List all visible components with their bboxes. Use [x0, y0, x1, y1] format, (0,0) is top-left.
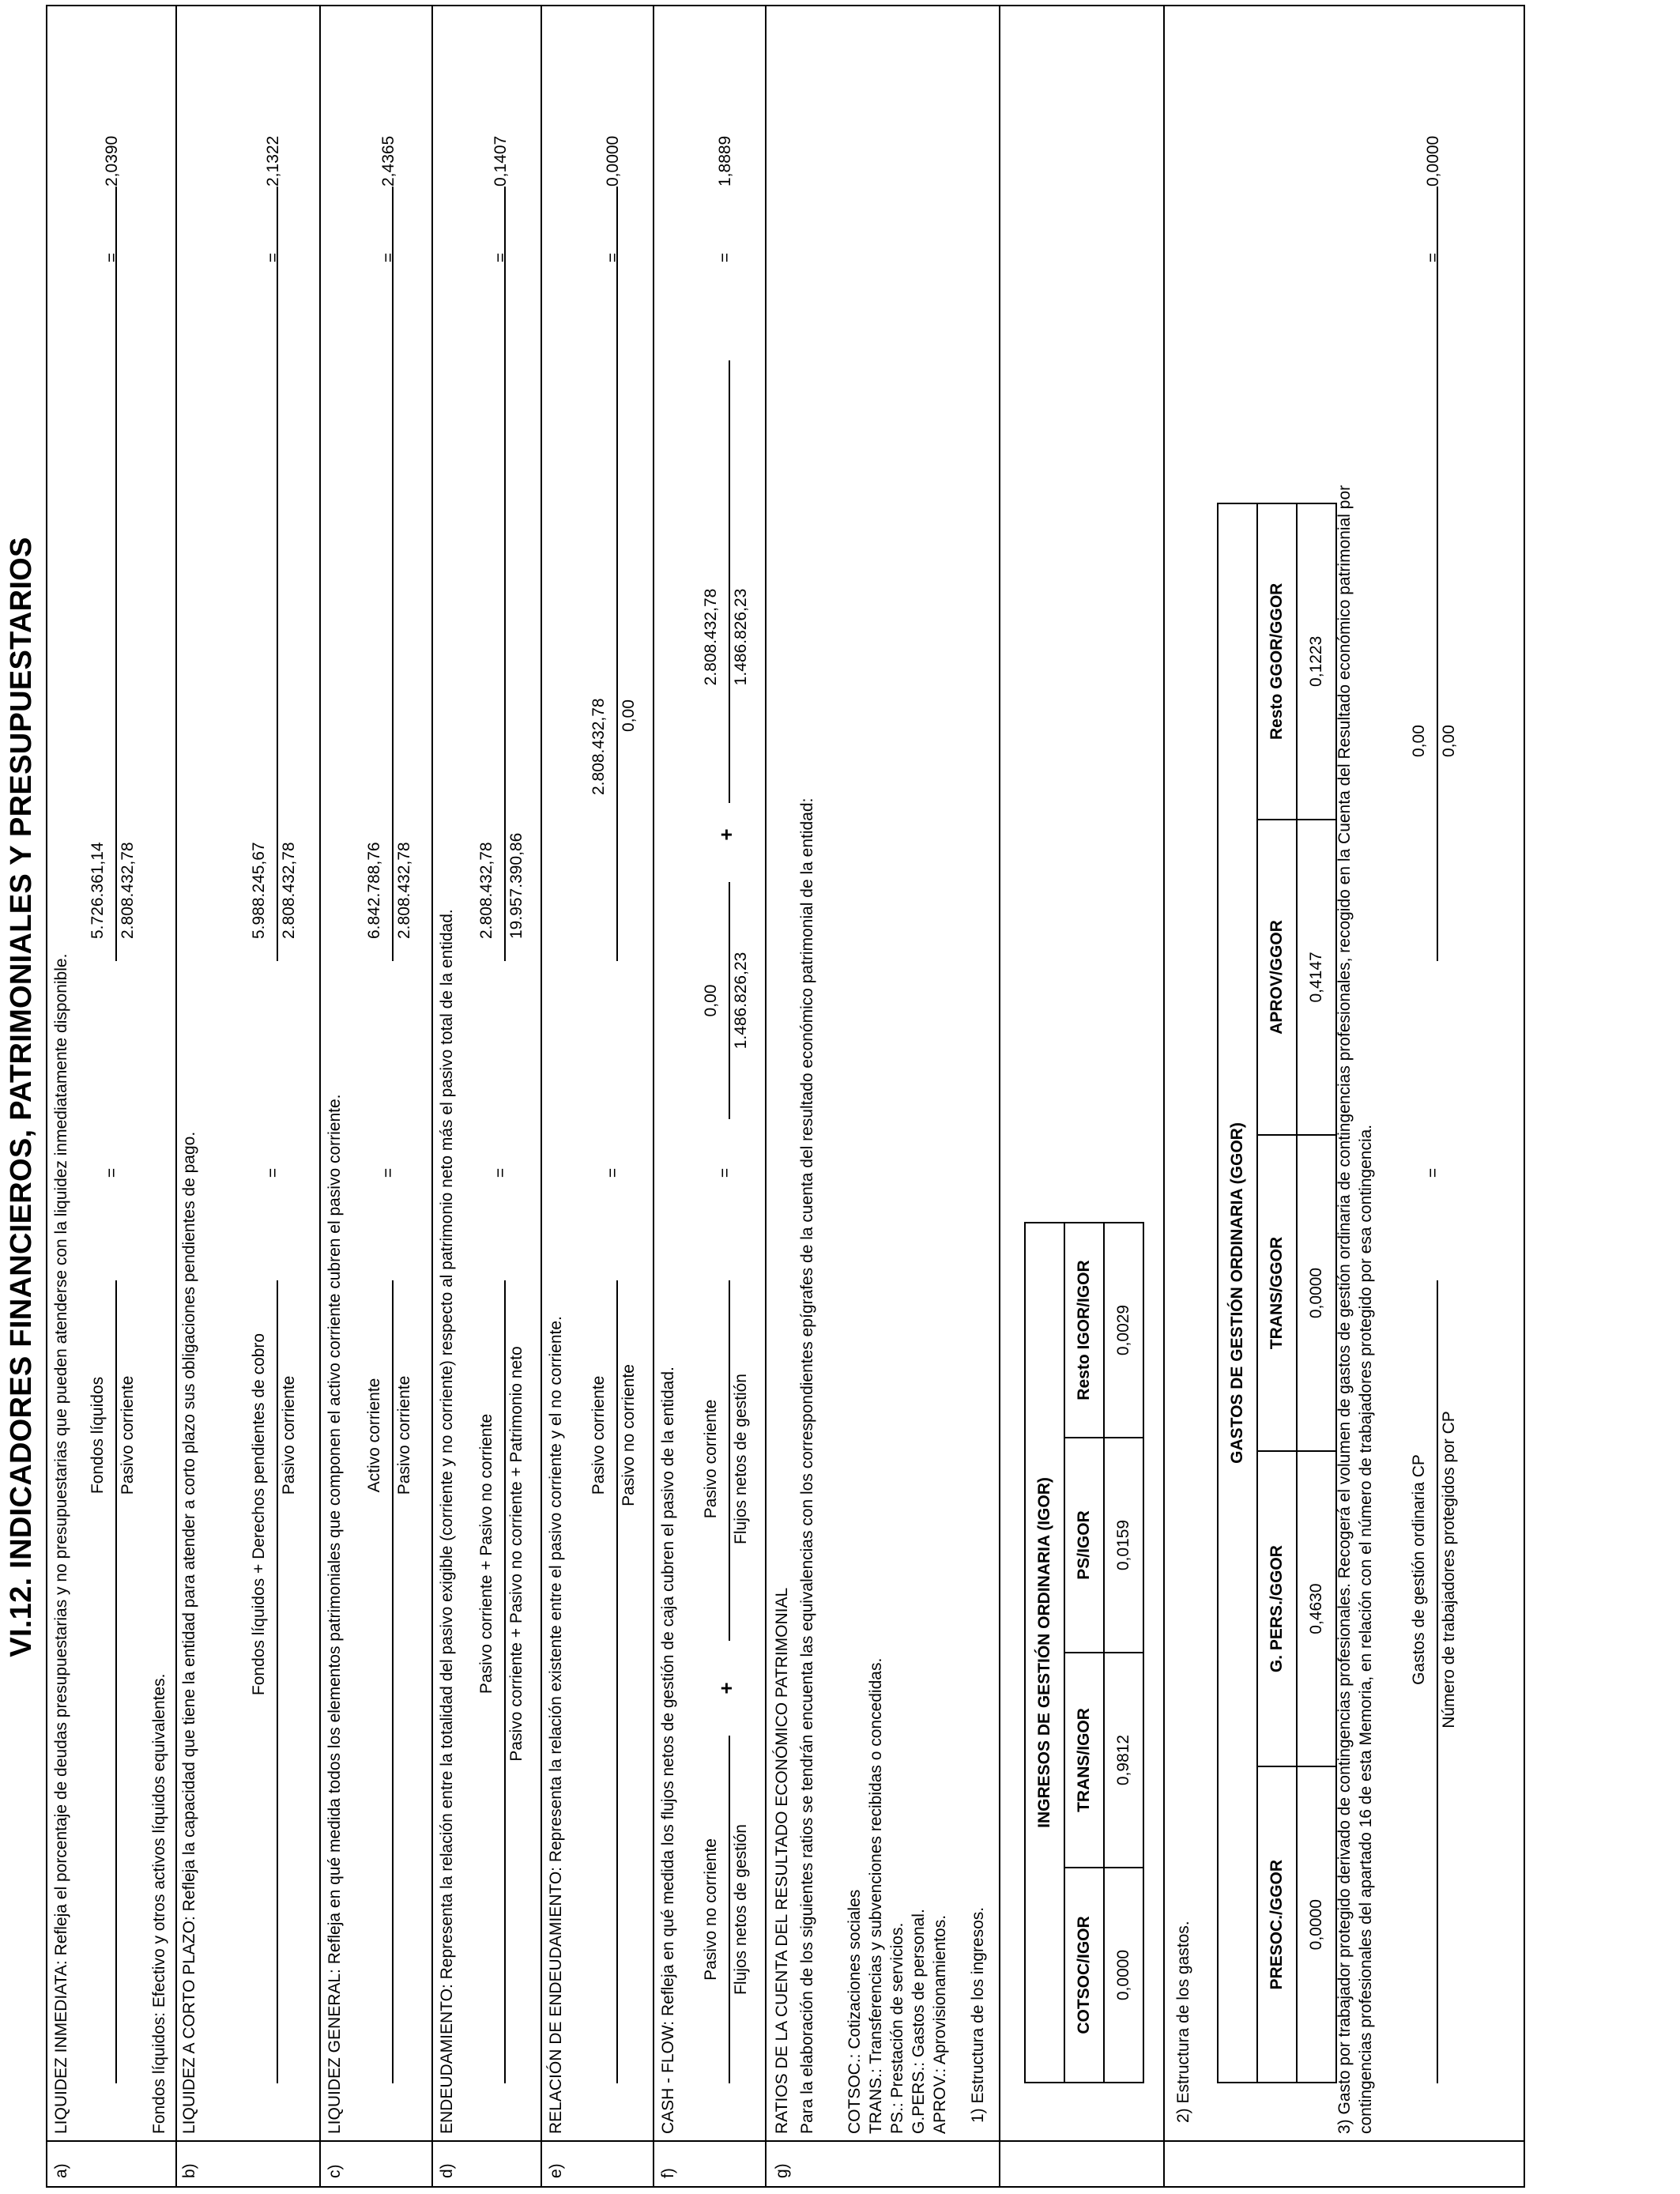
- f-num1-value: 0,00: [702, 984, 720, 1017]
- cp-num-label: Gastos de gestión ordinaria CP: [1410, 1454, 1428, 1685]
- c-num-label: Activo corriente: [365, 1378, 383, 1493]
- letter-e: e): [547, 2163, 565, 2178]
- ggor-value: 0,0000: [1297, 1766, 1336, 2083]
- igor-value: 0,0159: [1104, 1438, 1143, 1653]
- letter-f: f): [659, 2168, 677, 2178]
- b-eq-1: =: [264, 1167, 282, 1178]
- igor-caption: INGRESOS DE GESTIÓN ORDINARIA (IGOR): [1025, 1223, 1064, 2083]
- b-eq-2: =: [264, 252, 282, 263]
- ggor-header: G. PERS./GGOR: [1257, 1451, 1297, 1767]
- f-num1-label: Pasivo no corriente: [702, 1838, 720, 1981]
- cp-den-value: 0,00: [1440, 725, 1458, 757]
- heading-cash-flow: CASH - FLOW: Refleja en qué medida los flujos netos de gestión de caja cubren el pasivo de la entidad.: [659, 1367, 677, 2134]
- letter-c: c): [326, 2164, 344, 2178]
- e-den-label: Pasivo no corriente: [620, 1364, 638, 1506]
- ggor-header: APROV/GGOR: [1257, 820, 1297, 1136]
- igor-header: Resto IGOR/IGOR: [1064, 1223, 1104, 1438]
- igor-label: 1) Estructura de los ingresos.: [969, 1906, 987, 2123]
- igor-value: 0,0000: [1104, 1868, 1143, 2083]
- letter-column-divider: [46, 2140, 1525, 2142]
- igor-header: COTSOC/IGOR: [1064, 1868, 1104, 2083]
- a-num-value: 5.726.361,14: [89, 842, 107, 939]
- page-title-text: VI.12. INDICADORES FINANCIEROS, PATRIMONIALES Y PRESUPUESTARIOS: [5, 537, 38, 1657]
- cp-den-label: Número de trabajadores protegidos por CP: [1440, 1411, 1458, 1728]
- f-eq-1: =: [716, 1167, 734, 1178]
- letter-b: b): [180, 2163, 198, 2178]
- a-num-label: Fondos líquidos: [89, 1376, 107, 1495]
- c-result: 2,4365: [379, 135, 397, 187]
- d-num-label: Pasivo corriente + Pasivo no corriente: [477, 1413, 495, 1695]
- ggor-value: 0,1223: [1297, 503, 1336, 820]
- c-eq-1: =: [379, 1167, 397, 1178]
- ggor-table: [1217, 503, 1337, 2083]
- g-def-ps: PS.: Prestación de servicios.: [888, 1922, 906, 2134]
- d-den-value: 19.957.390,86: [507, 832, 525, 939]
- cp-text-1: 3) Gasto por trabajador protegido derivado de contingencias profesionales. Recogerá el volumen de gastos de gestión ordinaria de contingencias profesionales, recogido en la Cuenta del Resultado económico patrimonial por: [1335, 484, 1354, 2134]
- ggor-value: 0,4630: [1297, 1451, 1336, 1767]
- c-den-value: 2.808.432,78: [395, 842, 413, 939]
- igor-header: PS/IGOR: [1064, 1438, 1104, 1653]
- f-result: 1,8889: [716, 135, 734, 187]
- e-num-label: Pasivo corriente: [590, 1375, 608, 1495]
- d-num-value: 2.808.432,78: [477, 842, 495, 939]
- cp-num-value: 0,00: [1410, 725, 1428, 757]
- a-den-label: Pasivo corriente: [119, 1375, 137, 1495]
- b-num-value: 5.988.245,67: [250, 842, 268, 939]
- g-def-cotsoc: COTSOC.: Cotizaciones sociales: [846, 1889, 864, 2134]
- letter-a: a): [52, 2163, 70, 2178]
- heading-liquidez-inmediata: LIQUIDEZ INMEDIATA: Refleja el porcentaje de deudas presupuestarias y no presupuestarias que pueden atenderse con la liquidez inmediatamente disponible.: [52, 953, 70, 2134]
- cp-result: 0,0000: [1424, 135, 1442, 187]
- igor-table: [1024, 1222, 1144, 2083]
- ggor-header: TRANS/GGOR: [1257, 1135, 1297, 1451]
- heading-relacion-endeudamiento: RELACIÓN DE ENDEUDAMIENTO: Representa la relación existente entre el pasivo corriente y el no corriente.: [547, 1316, 565, 2134]
- f-den2-value: 1.486.826,23: [732, 588, 750, 686]
- heading-liquidez-corto-plazo: LIQUIDEZ A CORTO PLAZO: Refleja la capacidad que tiene la entidad para atender a corto plazo sus obligaciones pendientes de pago.: [180, 1131, 198, 2134]
- b-result: 2,1322: [264, 135, 282, 187]
- cp-eq-2: =: [1424, 252, 1442, 263]
- letter-d: d): [438, 2163, 456, 2178]
- f-num2-value: 2.808.432,78: [702, 588, 720, 686]
- e-num-value: 2.808.432,78: [590, 698, 608, 795]
- ggor-value: 0,4147: [1297, 820, 1336, 1136]
- f-den2-label: Flujos netos de gestión: [732, 1374, 750, 1544]
- cp-eq-1: =: [1424, 1167, 1442, 1178]
- g-def-trans: TRANS.: Transferencias y subvenciones recibidas o concedidas.: [867, 1657, 885, 2134]
- a-eq-1: =: [103, 1167, 121, 1178]
- f-den1-label: Flujos netos de gestión: [732, 1824, 750, 1995]
- d-den-label: Pasivo corriente + Pasivo no corriente + Patrimonio neto: [507, 1346, 525, 1762]
- g-def-aprov: APROV.: Aprovisionamientos.: [931, 1914, 949, 2134]
- a-den-value: 2.808.432,78: [119, 842, 137, 939]
- a-result: 2,0390: [103, 135, 121, 187]
- ggor-caption: GASTOS DE GESTIÓN ORDINARIA (GGOR): [1218, 503, 1257, 2083]
- g-intro: Para la elaboración de los siguientes ratios se tendrán encuenta las equivalencias con los correspondientes epígrafes de la cuenta del resultado económico patrimonial de la entidad:: [798, 797, 816, 2134]
- g-def-gpers: G.PERS.: Gastos de personal.: [910, 1909, 928, 2134]
- igor-header: TRANS/IGOR: [1064, 1653, 1104, 1868]
- a-note: Fondos líquidos: Efectivo y otros activos líquidos equivalentes.: [150, 1673, 168, 2134]
- heading-liquidez-general: LIQUIDEZ GENERAL: Refleja en qué medida todos los elementos patrimoniales que componen el activo corriente cubren el pasivo corriente.: [326, 1094, 344, 2134]
- f-den1-value: 1.486.826,23: [732, 952, 750, 1050]
- d-eq-2: =: [492, 252, 510, 263]
- heading-endeudamiento: ENDEUDAMIENTO: Representa la relación entre la totalidad del pasivo exigible (corriente y no corriente) respecto al patrimonio neto más el pasivo total de la entidad.: [438, 909, 456, 2134]
- f-num2-label: Pasivo corriente: [702, 1399, 720, 1519]
- c-eq-2: =: [379, 252, 397, 263]
- d-eq-1: =: [492, 1167, 510, 1178]
- f-eq-2: =: [716, 252, 734, 263]
- f-plus-2: +: [714, 828, 738, 841]
- letter-g: g): [773, 2163, 791, 2178]
- igor-value: 0,9812: [1104, 1653, 1143, 1868]
- d-result: 0,1407: [492, 135, 510, 187]
- cp-text-2: contingencias profesionales del apartado 16 de esta Memoria, en relación con el número de trabajadores protegido por esa contingencia.: [1357, 1124, 1375, 2134]
- e-result: 0,0000: [604, 135, 622, 187]
- ggor-label: 2) Estructura de los gastos.: [1174, 1921, 1192, 2123]
- c-den-label: Pasivo corriente: [395, 1375, 413, 1495]
- c-num-value: 6.842.788,76: [365, 842, 383, 939]
- ggor-header: Resto GGOR/GGOR: [1257, 503, 1297, 820]
- a-eq-2: =: [103, 252, 121, 263]
- e-den-value: 0,00: [620, 699, 638, 732]
- f-plus-1: +: [714, 1682, 738, 1695]
- igor-value: 0,0029: [1104, 1223, 1143, 1438]
- e-eq-1: =: [604, 1167, 622, 1178]
- e-eq-2: =: [604, 252, 622, 263]
- b-den-label: Pasivo corriente: [280, 1375, 298, 1495]
- heading-ratios-cuenta: RATIOS DE LA CUENTA DEL RESULTADO ECONÓMICO PATRIMONIAL: [773, 1587, 791, 2134]
- b-num-label: Fondos líquidos + Derechos pendientes de cobro: [250, 1333, 268, 1696]
- ggor-value: 0,0000: [1297, 1135, 1336, 1451]
- ggor-header: PRESOC./GGOR: [1257, 1766, 1297, 2083]
- b-den-value: 2.808.432,78: [280, 842, 298, 939]
